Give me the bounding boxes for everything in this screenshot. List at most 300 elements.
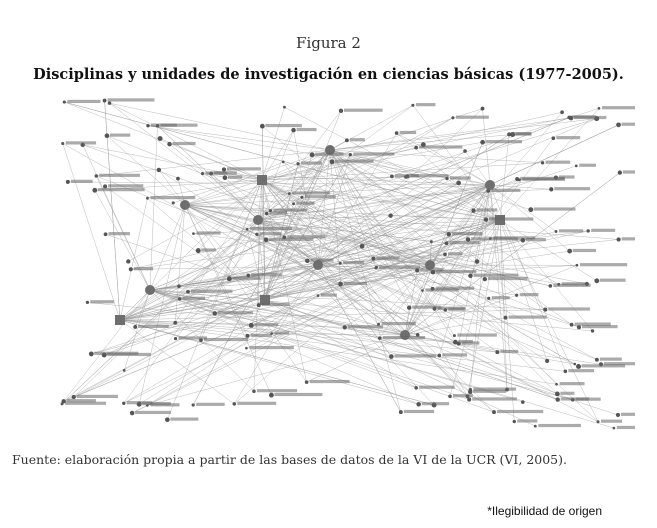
network-node [467,398,471,402]
network-edge [167,180,262,420]
network-node [407,306,411,310]
network-hub-node [253,215,263,225]
network-node [541,161,544,164]
network-node [513,420,516,423]
node-label-illegible [315,153,343,156]
node-label-illegible [108,184,143,187]
network-node [89,351,94,356]
network-node [411,104,414,107]
node-label-illegible [77,395,118,398]
node-label-illegible [150,403,179,406]
network-node [616,413,620,417]
node-label-illegible [170,417,198,420]
network-node [196,248,201,253]
node-label-illegible [623,170,635,173]
node-label-illegible [394,354,435,357]
node-label-illegible [108,98,155,101]
network-node [543,308,547,312]
node-label-illegible [353,152,394,155]
node-label-illegible [457,333,496,336]
node-label-illegible [66,141,96,144]
network-node [201,172,204,175]
network-node [430,240,433,243]
network-edge [482,109,490,185]
node-label-illegible [436,270,476,273]
node-label-illegible [622,123,635,126]
node-label-illegible [297,128,317,131]
network-node [186,290,190,294]
node-label-illegible [260,232,281,235]
source-note: Fuente: elaboración propia a partir de las bases de datos de la VI de la UCR (VI, 2005). [12,452,567,467]
node-label-illegible [554,187,590,190]
node-label-illegible [556,136,580,139]
node-label-illegible [548,307,590,310]
node-label-illegible [509,315,547,318]
network-node [388,214,392,218]
network-edge [150,290,523,402]
network-node [252,389,256,393]
node-label-illegible [237,402,276,405]
network-node [249,323,254,328]
node-label-illegible [458,340,473,343]
network-node [360,244,365,249]
network-node [86,301,89,304]
node-label-illegible [228,176,242,179]
node-label-illegible [448,252,462,255]
network-node [575,164,578,167]
network-node [375,266,378,269]
node-label-illegible [90,300,113,303]
node-label-illegible [67,100,100,103]
node-label-illegible [343,261,364,264]
network-node [345,138,349,142]
network-node [227,276,232,281]
network-node [416,402,421,407]
network-node [481,107,485,111]
network-node [157,168,161,172]
node-label-illegible [297,202,315,205]
network-node [487,297,490,300]
network-node [343,325,347,329]
network-node [105,133,110,138]
node-label-illegible [568,369,594,372]
network-node [597,420,600,423]
network-node [176,177,180,181]
node-label-illegible [412,306,441,309]
node-label-illegible [71,180,93,183]
network-node [192,403,195,406]
network-node [222,167,226,171]
node-label-illegible [135,411,171,414]
network-node [129,267,133,271]
network-node [133,325,137,329]
network-node [338,282,343,287]
node-label-illegible [138,325,169,328]
network-node [103,184,107,188]
node-label-illegible [98,188,145,191]
network-node [421,289,424,292]
node-label-illegible [67,399,96,402]
network-hub-node [115,315,125,325]
network-node [192,232,195,235]
network-edge [159,170,185,205]
node-label-illegible [477,208,498,211]
network-node [577,325,581,329]
network-node [66,180,70,184]
node-label-illegible [404,410,434,413]
network-node [177,284,181,288]
figure-label: Figura 2 [296,34,361,52]
network-node [515,177,519,181]
network-edge [120,320,565,371]
node-label-illegible [232,277,260,280]
network-node [414,386,418,390]
node-label-illegible [488,277,528,280]
node-label-illegible [250,227,292,230]
network-edge [120,310,545,320]
network-node [534,425,537,428]
network-node [616,122,621,127]
network-edge [185,205,248,336]
node-label-illegible [591,229,615,232]
network-node [555,230,558,233]
network-node [146,124,149,127]
network-node [448,394,452,398]
network-node [349,153,352,156]
network-node [564,369,568,373]
node-label-illegible [201,248,216,251]
network-hub-node [145,285,155,295]
network-node [245,334,249,338]
network-hub-node [180,200,190,210]
node-label-illegible [622,237,635,240]
network-edge [64,290,150,401]
network-edge [150,205,185,290]
network-node [130,411,135,416]
network-node [233,402,237,406]
node-label-illegible [422,402,449,405]
network-node [453,334,456,337]
node-label-illegible [273,208,307,211]
network-edge [330,119,597,150]
node-label-illegible [109,232,130,235]
network-node [265,212,269,216]
node-label-illegible [520,177,565,180]
node-label-illegible [601,420,622,423]
node-label-illegible [150,196,195,199]
node-label-illegible [321,293,337,296]
network-node [63,100,66,103]
network-node [567,116,571,120]
network-node [395,131,399,135]
network-node [223,175,228,180]
node-label-illegible [227,167,261,170]
node-label-illegible [419,145,462,148]
network-edge [150,126,157,290]
node-label-illegible [442,353,467,356]
network-node [260,124,265,129]
node-label-illegible [500,350,518,353]
node-label-illegible [534,207,576,210]
node-label-illegible [538,424,581,427]
node-label-illegible [127,401,153,404]
node-label-illegible [350,138,365,141]
network-node [468,274,473,279]
node-label-illegible [265,124,302,127]
network-edge [124,290,150,370]
network-node [483,277,487,281]
network-node [567,249,572,254]
node-label-illegible [497,410,543,413]
node-label-illegible [310,259,333,262]
node-label-illegible [600,358,622,361]
node-label-illegible [99,174,140,177]
network-node [246,228,249,231]
network-node [613,427,616,430]
network-node [618,170,622,174]
node-label-illegible [452,232,483,235]
node-label-illegible [437,307,465,310]
node-label-illegible [400,131,417,134]
network-node [443,253,447,257]
network-node [61,142,64,145]
network-node [371,257,375,261]
network-node [591,329,594,332]
network-node [555,392,560,397]
node-label-illegible [204,338,248,341]
network-node [528,207,533,212]
network-node [269,393,274,398]
network-node [560,110,564,114]
node-label-illegible [262,303,290,306]
node-label-illegible [191,290,233,293]
node-label-illegible [520,293,539,296]
node-label-illegible [344,282,367,285]
network-node [468,390,472,394]
node-label-illegible [376,256,399,259]
node-label-illegible [492,296,510,299]
network-node [445,241,449,245]
node-label-illegible [604,362,635,365]
network-edge [330,118,571,150]
network-node [389,354,394,359]
node-label-illegible [560,392,574,395]
network-node [126,259,130,263]
network-node [437,354,441,358]
network-node [451,116,454,119]
node-label-illegible [379,266,420,269]
node-label-illegible [382,322,416,325]
network-node [576,264,579,267]
network-node [504,316,508,320]
network-node [447,232,451,236]
node-label-illegible [275,331,290,334]
node-label-illegible [572,115,596,118]
node-label-illegible [516,132,532,135]
node-label-illegible [419,386,455,389]
network-node [555,383,558,386]
node-label-illegible [573,249,596,252]
network-node [282,161,285,164]
network-hub-node [257,175,267,185]
node-label-illegible [206,171,228,174]
figure-title: Disciplinas y unidades de investigación en ciencias básicas (1977-2005). [33,66,624,83]
node-label-illegible [450,176,471,179]
network-node [305,380,309,384]
node-label-illegible [383,336,425,339]
network-node [555,397,559,401]
node-label-illegible [416,103,436,106]
network-node [378,336,382,340]
node-label-illegible [617,426,635,429]
network-node [515,294,518,297]
network-node [300,196,303,199]
network-node [595,358,599,362]
network-node [92,188,97,193]
node-label-illegible [526,238,546,241]
network-node [122,402,125,405]
node-label-illegible [254,323,278,326]
network-node [264,238,269,243]
network-node [158,136,163,141]
network-node [330,159,335,164]
network-node [305,258,310,263]
node-label-illegible [196,231,220,234]
network-node [492,410,496,414]
node-label-illegible [546,161,571,164]
node-label-illegible [436,287,474,290]
node-label-illegible [251,334,272,337]
node-label-illegible [473,390,506,393]
node-label-illegible [218,311,253,314]
network-node [471,208,475,212]
network-node [310,152,315,157]
node-label-illegible [471,237,518,240]
node-label-illegible [486,140,522,143]
network-node [586,229,589,232]
node-label-illegible [600,279,626,282]
network-node [576,364,581,369]
network-node [573,363,576,366]
network-edge [124,220,500,403]
network-node [570,323,574,327]
node-label-illegible [287,235,325,238]
node-label-illegible [489,217,533,220]
network-node [103,99,107,103]
node-label-illegible [575,322,611,325]
node-label-illegible [456,116,489,119]
network-node [172,201,175,204]
network-node [255,233,258,236]
network-edge [120,198,147,320]
network-node [445,177,448,180]
network-node [212,311,217,316]
network-node [123,369,126,372]
network-node-labels [65,98,635,429]
node-label-illegible [274,393,322,396]
network-node [174,337,177,340]
network-node [296,162,299,165]
node-label-illegible [110,134,130,137]
network-node [339,262,342,265]
network-node [283,106,286,109]
network-node [288,192,291,195]
node-label-illegible [561,397,589,400]
node-label-illegible [348,325,383,328]
network-edge [405,173,620,335]
network-node [549,187,553,191]
node-label-illegible [249,346,293,349]
network-node [173,321,177,325]
network-node [108,101,111,104]
network-node [549,284,553,288]
network-node [178,297,181,300]
node-label-illegible [553,284,590,287]
network-node [95,174,98,177]
network-node [317,294,320,297]
network-node [594,278,599,283]
node-label-illegible [257,389,297,392]
node-label-illegible [579,164,596,167]
network-node [475,259,480,264]
network-node [617,237,621,241]
network-node [167,142,172,147]
node-label-illegible [107,353,151,356]
node-label-illegible [310,380,350,383]
node-label-illegible [344,109,383,112]
node-label-illegible [251,273,282,276]
legibility-note: *Ilegibilidad de origen [487,504,602,518]
node-label-illegible [491,189,520,192]
network-node [521,400,525,404]
network-node [414,146,418,150]
node-label-illegible [580,263,627,266]
node-label-illegible [335,160,374,163]
network-edge [120,320,557,384]
network-node [339,109,343,113]
network-node [245,347,248,350]
node-label-illegible [292,191,330,194]
network-node [545,359,549,363]
node-label-illegible [450,241,480,244]
network-hub-node [485,180,495,190]
network-node [484,217,488,221]
node-label-illegible [602,106,635,109]
node-label-illegible [160,124,197,127]
network-edge [63,143,120,320]
node-label-illegible [173,142,196,145]
network-node [456,181,461,186]
network-node [495,350,499,354]
node-label-illegible [560,382,585,385]
network-node [480,140,485,145]
node-label-illegible [517,419,537,422]
network-node [292,202,295,205]
node-label-illegible [472,397,517,400]
node-label-illegible [559,229,583,232]
node-label-illegible [179,336,207,339]
network-node [72,395,76,399]
network-node [146,197,149,200]
node-label-illegible [301,161,322,164]
node-label-illegible [395,174,419,177]
network-node [453,340,458,345]
node-label-illegible [473,274,518,277]
network-node [598,107,601,110]
network-node [104,232,108,236]
node-label-illegible [305,195,336,198]
network-node [552,136,556,140]
